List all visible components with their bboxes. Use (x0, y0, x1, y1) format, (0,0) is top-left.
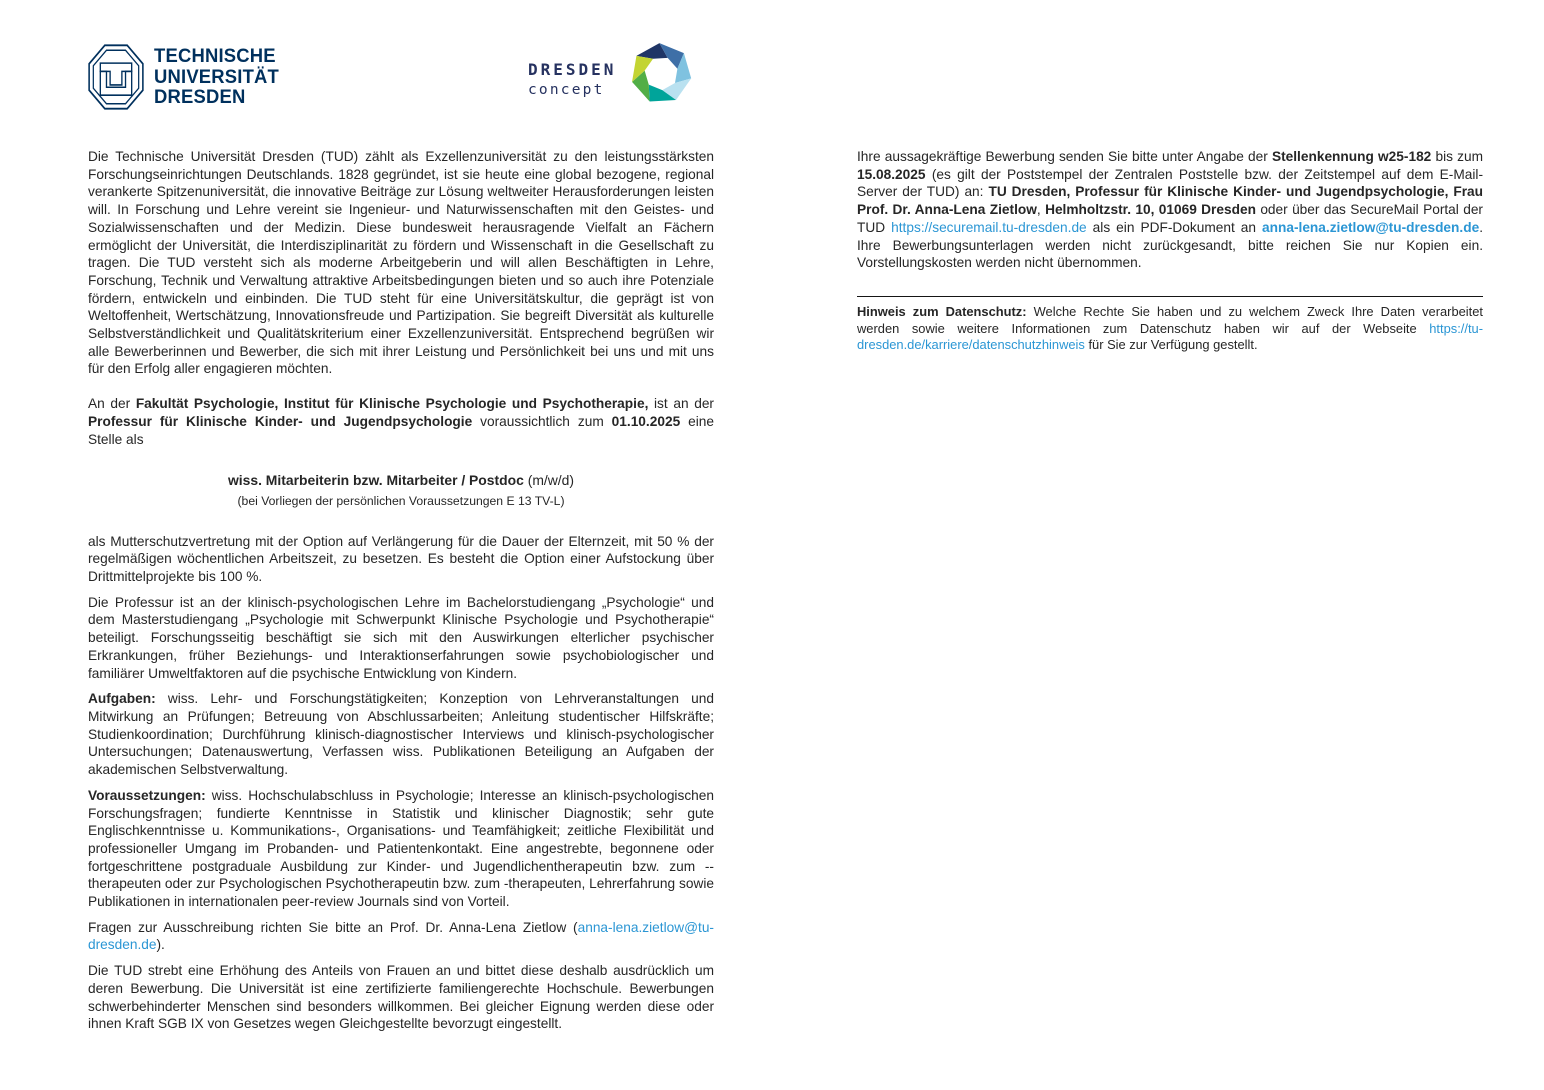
contact-paragraph (88, 919, 714, 954)
text-run: Die Technische Universität Dresden (TUD) zählt als Exzellenzuniversität zu den leistungsstärksten Forschungseinrichtungen Deutschlands. 1828 gegründet, ist sie heute eine global bezogene, regional verankerte Spitzenuniversität, die innovative Beiträge zur Lösung weltweiter Herausforderungen leisten will. In Forschung und Lehre vereint sie Ingenieur- und Naturwissenschaften mit den Geistes- und Sozialwissenschaften und der Medizin. Diese bundesweit herausragende Vielfalt an Fächern ermöglicht der Universität, die Interdisziplinarität zu fördern und Wissenschaft in die Gesellschaft zu tragen. Die TUD versteht sich als moderne Arbeitgeberin und will allen Beschäftigten in Lehre, Forschung, Technik und Verwaltung attraktive Arbeitsbedingungen bieten und so auch ihre Potenziale fördern, entwickeln und einbinden. Die TUD steht für eine Universitätskultur, die geprägt ist von Weltoffenheit, Wertschätzung, Innovationsfreude und Partizipation. Sie begreift Diversität als kulturelle Selbstverständlichkeit und Qualitätskriterium einer Exzellenzuniversität. Entsprechend begrüßen wir alle Bewerberinnen und Bewerber, die sich mit ihrer Leistung und Persönlichkeit bei uns und mit uns für den Erfolg aller engagieren möchten. (88, 149, 714, 377)
text-run: als ein PDF-Dokument an (1086, 219, 1263, 235)
text-run: für Sie zur Verfügung gestellt. (1084, 337, 1258, 353)
equal-opportunity-paragraph (88, 962, 714, 1033)
text-run: ). (156, 937, 165, 953)
text-run: bis zum (1431, 149, 1483, 164)
text-run: Welche Rechte Sie haben und zu welchem Zweck Ihre Daten verarbeitet werden sowie weitere Informationen zum Datenschutz haben wir auf der Webseite (857, 303, 1483, 336)
text-run: Aufgaben: (88, 691, 156, 707)
left-column (88, 148, 714, 1033)
tu-logo-line-2: UNIVERSITÄT (154, 66, 280, 88)
tu-logo-line-3: DRESDEN (154, 87, 246, 108)
application-paragraph (857, 148, 1483, 272)
text-link[interactable]: anna-lena.zietlow@tu-dresden.de (88, 919, 714, 953)
text-run: Ihre aussagekräftige Bewerbung senden Sie bitte unter Angabe der (857, 149, 1272, 164)
text-link[interactable]: https://tu-dresden.de/karriere/datenschutzhinweis (857, 320, 1483, 353)
text-run: . Ihre Bewerbungsunterlagen werden nicht zurückgesandt, bitte reichen Sie nur Kopien ein. Vorstellungskosten werden nicht übernommen. (857, 219, 1483, 271)
privacy-notice-paragraph (857, 304, 1483, 354)
text-run: voraussichtlich zum (472, 413, 612, 429)
professorship-paragraph (88, 594, 714, 683)
text-run: , (1036, 202, 1046, 218)
tu-logo-line-1: TECHNISCHE (154, 46, 276, 67)
text-run: Fragen zur Ausschreibung richten Sie bitte an Prof. Dr. Anna-Lena Zietlow ( (88, 919, 578, 935)
text-link[interactable]: https://securemail.tu-dresden.de (891, 219, 1087, 235)
text-run: Hinweis zum Datenschutz: (857, 303, 1027, 319)
tasks-paragraph (88, 690, 714, 779)
text-run: Die TUD strebt eine Erhöhung des Anteils von Frauen an und bittet diese deshalb ausdrücklich um deren Bewerbung. Die Universität ist eine zertifizierte familiengerechte Hochschule. Bewerbungen schwerbehinderter Menschen sind besonders willkommen. Bei gleicher Eignung werden diese oder ihnen Kraft SGB IX von Gesetzes wegen Gleichgestellte bevorzugt eingestellt. (88, 963, 714, 1032)
text-run: TU Dresden, Professur für Klinische Kinder- und Jugendpsychologie, Frau Prof. Dr. Anna-Lena Zietlow (857, 184, 1484, 218)
text-run: wiss. Hochschulabschluss in Psychologie; Interesse an klinisch-psychologischen Forschungsfragen; fundierte Kenntnisse in Statistik und klinischer Diagnostik; sehr gute Englischkenntnisse u. Kommunikations-, Organisations- und Teamfähigkeit; zeitliche Flexibilität und professioneller Umgang im Probanden- und Patientenkontakt. Eine angestrebte, begonnene oder fortgeschrittene postgraduale Ausbildung zur Kinder- und Jugendlichentherapeutin bzw. zum --therapeuten oder zur Psychologischen Psychotherapeutin bzw. zum -therapeuten, Lehrerfahrung sowie Publikationen in internationalen peer-review Journals sind von Vorteil. (88, 787, 714, 910)
job-condition: (bei Vorliegen der persönlichen Voraussetzungen E 13 TV-L) (237, 493, 565, 508)
text-run: Voraussetzungen: (88, 787, 206, 803)
dresden-concept-line-1: DRESDEN (528, 60, 617, 79)
dresden-concept-line-2: concept (528, 82, 605, 98)
text-run: wiss. Mitarbeiterin bzw. Mitarbeiter / Postdoc (227, 472, 524, 489)
tu-dresden-logo (88, 44, 283, 110)
text-run: Die Professur ist an der klinisch-psychologischen Lehre im Bachelorstudiengang „Psychologie“ und dem Masterstudiengang „Psychologie mit Schwerpunkt Klinische Psychologie und Psychotherapie“ beteiligt. Forschungsseitig beschäftigt sie sich mit den Auswirkungen elterlicher psychischer Erkrankungen, früher Beziehungs- und Interaktionserfahrungen sowie psychobiologischer und familiärer Umweltfaktoren auf die psychische Entwicklung von Kindern. (88, 594, 714, 681)
text-run: (es gilt der Poststempel der Zentralen Poststelle bzw. der Zeitstempel auf dem E-Mail-Server der TUD) an: (857, 166, 1483, 200)
text-run: eine Stelle als (88, 413, 715, 447)
dresden-concept-logo-text (528, 58, 616, 98)
text-run: Stellenkennung w25-182 (1271, 149, 1432, 164)
employment-terms-paragraph (88, 533, 714, 586)
text-run: oder über das SecureMail Portal der TUD (857, 202, 1483, 235)
tu-dresden-octagon-icon (88, 44, 144, 110)
privacy-divider (857, 296, 1483, 297)
text-link[interactable]: anna-lena.zietlow@tu-dresden.de (1262, 219, 1480, 235)
text-run: Professur für Klinische Kinder- und Jugendpsychologie (88, 413, 473, 429)
dresden-concept-ring-icon (630, 38, 694, 110)
tu-dresden-logo-text (154, 44, 279, 109)
vacancy-paragraph (88, 395, 714, 448)
right-column (857, 148, 1483, 354)
requirements-paragraph (88, 787, 714, 911)
text-run: An der (88, 396, 136, 412)
dresden-concept-logo (528, 58, 694, 110)
text-run: 01.10.2025 (611, 413, 681, 429)
text-run: als Mutterschutzvertretung mit der Option auf Verlängerung für die Dauer der Elternzeit, mit 50 % der regelmäßigen wöchentlichen Arbeitszeit, zu besetzen. Es besteht die Option einer Aufstockung über Drittmittelprojekte bis 100 %. (88, 533, 714, 585)
text-run: ist an der (648, 396, 714, 412)
text-run: Fakultät Psychologie, Institut für Klinische Psychologie und Psychotherapie, (135, 396, 649, 412)
intro-paragraph (88, 148, 714, 378)
text-run: Helmholtzstr. 10, 01069 Dresden (1045, 202, 1256, 218)
job-title (88, 472, 714, 490)
text-run: (m/w/d) (523, 472, 575, 489)
text-run: wiss. Lehr- und Forschungstätigkeiten; Konzeption von Lehrveranstaltungen und Mitwirkung an Prüfungen; Betreuung von Abschlussarbeiten; Anleitung studentischer Hilfskräfte; Studienkoordination; Durchführung klinisch-diagnostischer Interviews und klinisch-psychologischer Untersuchungen; Datenauswertung, Verfassen wiss. Publikationen Beteiligung an Aufgaben der akademischen Selbstverwaltung. (88, 691, 714, 778)
text-run: 15.08.2025 (857, 166, 926, 182)
